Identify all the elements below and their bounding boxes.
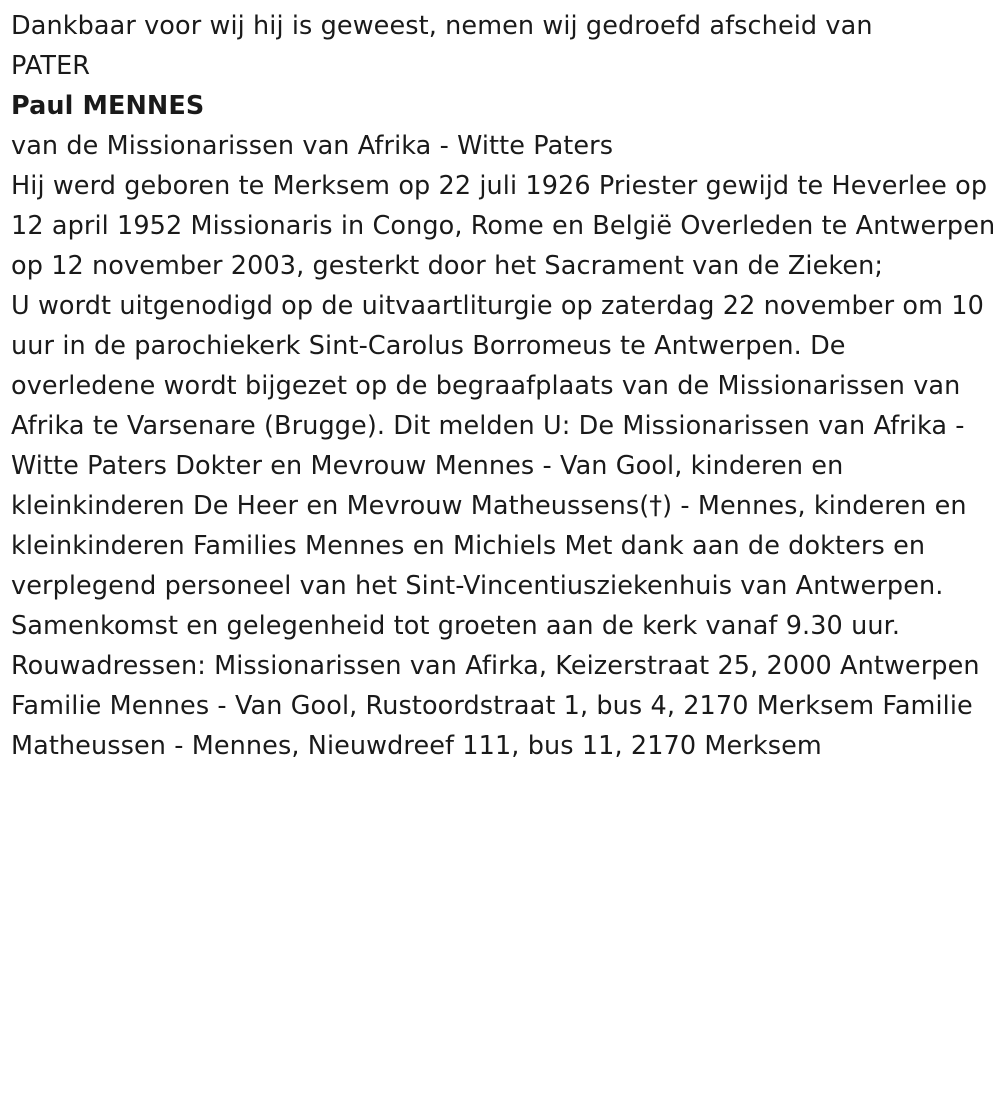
obituary-notice — [11, 6, 996, 766]
funeral-invitation-paragraph: U wordt uitgenodigd op de uitvaartliturgie op zaterdag 22 november om 10 uur in de parochiekerk Sint-Carolus Borromeus te Antwerpen. De overledene wordt bijgezet op de begraafplaats van de Missionarissen van Afrika te Varsenare (Brugge). Dit melden U: De Missionarissen van Afrika - Witte Paters Dokter en Mevrouw Mennes - Van Gool, kinderen en kleinkinderen De Heer en Mevrouw Matheussens(†) - Mennes, kinderen en kleinkinderen Families Mennes en Michiels Met dank aan de dokters en verplegend personeel van het Sint-Vincentiusziekenhuis van Antwerpen. Samenkomst en gelegenheid tot groeten aan de kerk vanaf 9.30 uur. — [11, 291, 984, 641]
deceased-name: Paul MENNES — [11, 91, 205, 121]
congregation-text: van de Missionarissen van Afrika - Witte Paters — [11, 131, 614, 161]
intro-text: Dankbaar voor wij hij is geweest, nemen wij gedroefd afscheid van — [11, 11, 873, 41]
mourning-addresses-paragraph: Rouwadressen: Missionarissen van Afirka, Keizerstraat 25, 2000 Antwerpen Familie Mennes - Van Gool, Rustoordstraat 1, bus 4, 2170 Merksem Familie Matheussen - Mennes, Nieuwdreef 111, bus 11, 2170 Merksem — [11, 651, 980, 761]
deceased-title: PATER — [11, 51, 91, 81]
biography-paragraph: Hij werd geboren te Merksem op 22 juli 1926 Priester gewijd te Heverlee op 12 april 1952 Missionaris in Congo, Rome en België Overleden te Antwerpen op 12 november 2003, gesterkt door het Sacrament van de Zieken; — [11, 171, 996, 281]
